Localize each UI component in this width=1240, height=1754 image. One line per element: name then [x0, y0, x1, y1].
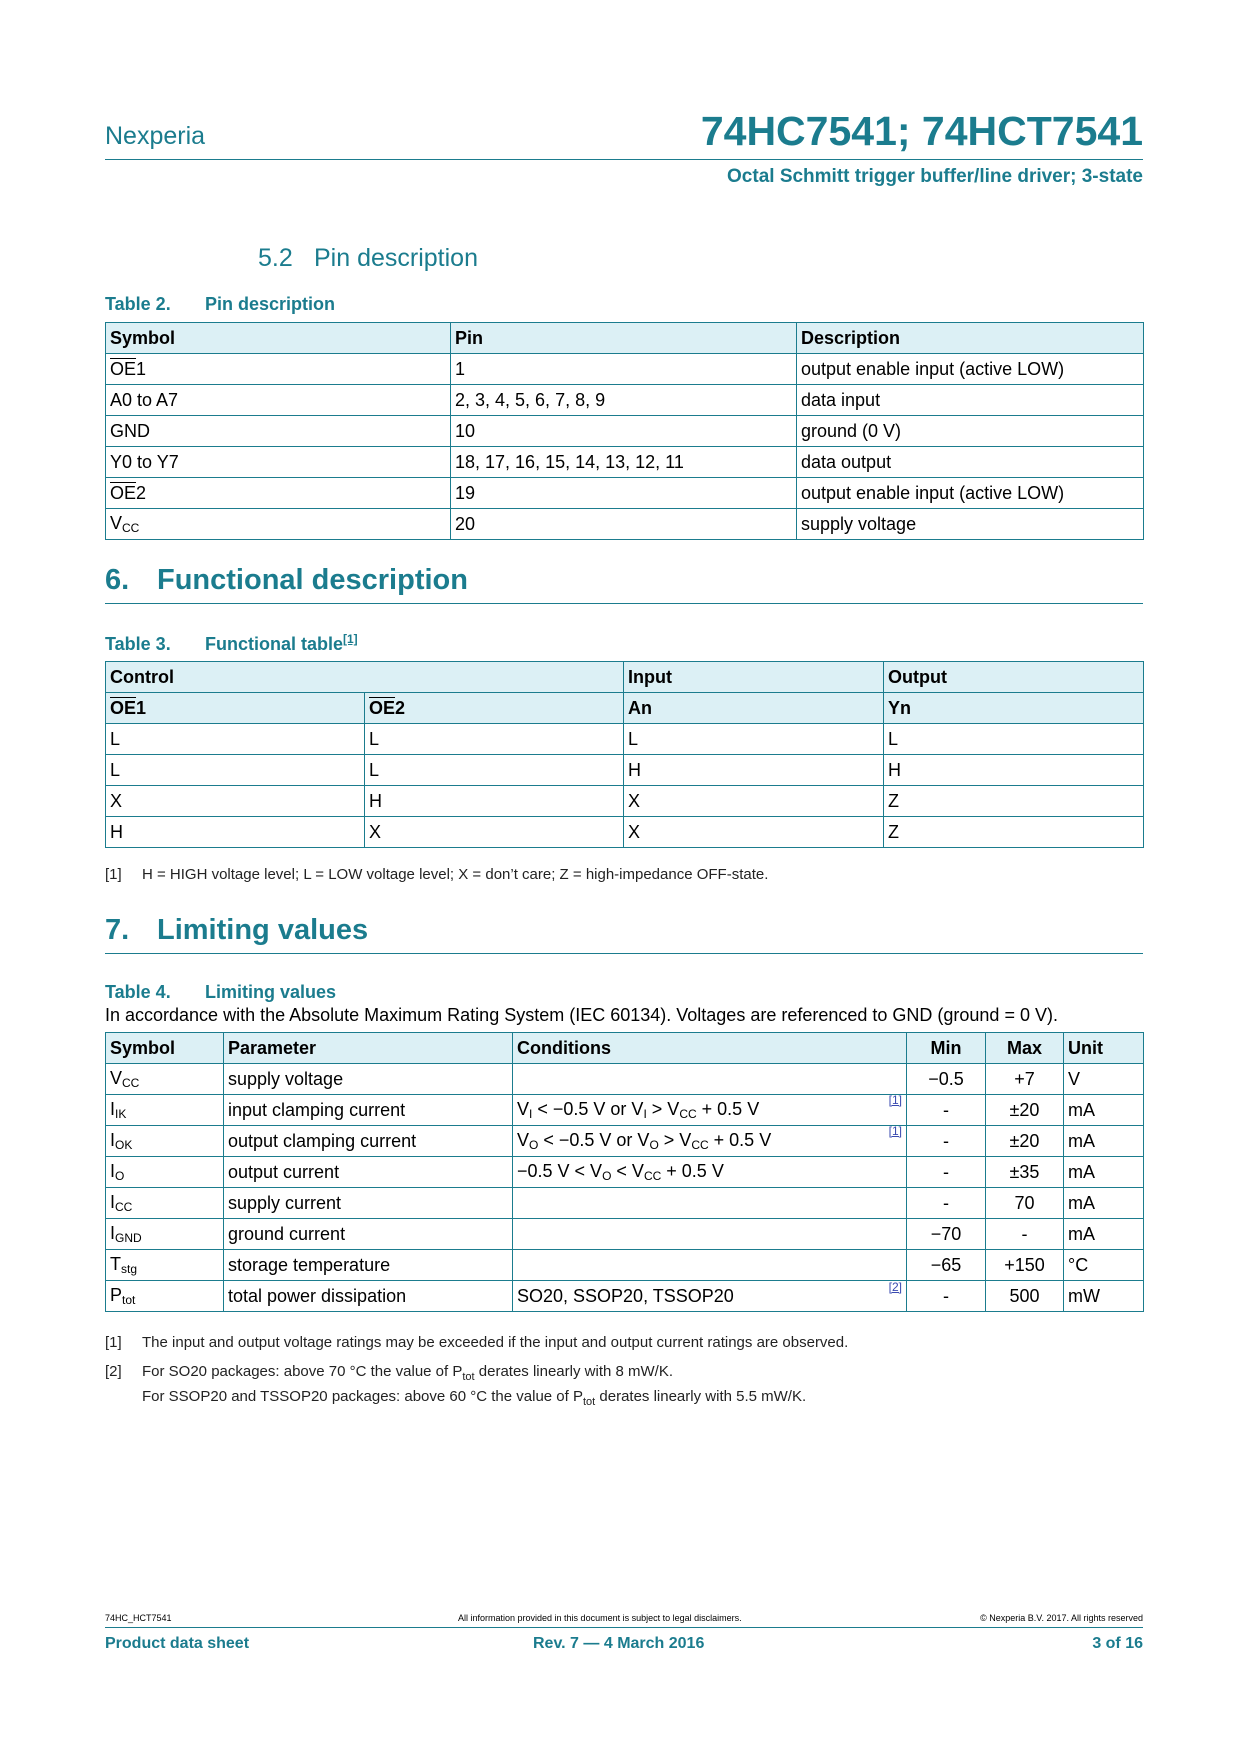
symbol-cell — [106, 1281, 224, 1312]
pin-cell: 18, 17, 16, 15, 14, 13, 12, 11 — [451, 447, 797, 478]
footnote-sub: tot — [462, 1371, 475, 1383]
header-overlined: $\overline{OE}$ — [369, 697, 396, 718]
symbol-main: I — [110, 1161, 116, 1181]
pin-cell: 1 — [451, 354, 797, 385]
cond-text: < V — [611, 1161, 644, 1181]
symbol-cell — [106, 1188, 224, 1219]
table-label: Table 4. — [105, 982, 171, 1002]
min-cell: - — [907, 1281, 986, 1312]
min-cell: - — [907, 1188, 986, 1219]
footnote-ref-link[interactable]: [1] — [888, 1124, 902, 1138]
pin-description-table — [105, 322, 1144, 540]
symbol-cell — [106, 1126, 224, 1157]
conditions-cell — [513, 1095, 907, 1126]
symbol-subscript: CC — [115, 1200, 133, 1214]
min-cell: - — [907, 1095, 986, 1126]
max-cell: +7 — [986, 1064, 1064, 1095]
footnote-text: H = HIGH voltage level; L = LOW voltage level; X = don’t care; Z = high-impedance OFF-state. — [142, 866, 769, 883]
table-2-caption — [105, 294, 335, 315]
table-cell: X — [106, 786, 365, 817]
table-label: Table 3. — [105, 634, 171, 654]
table-row — [106, 354, 1144, 385]
table-cell: H — [884, 755, 1144, 786]
cond-sub: I — [529, 1107, 533, 1121]
description-cell: ground (0 V) — [797, 416, 1144, 447]
description-cell: output enable input (active LOW) — [797, 478, 1144, 509]
pin-cell: 2, 3, 4, 5, 6, 7, 8, 9 — [451, 385, 797, 416]
conditions-cell — [513, 1157, 907, 1188]
header-cell: Symbol — [106, 1033, 224, 1064]
table-row — [106, 1064, 1144, 1095]
footnote-number: [2] — [105, 1363, 122, 1380]
cond-text: + 0.5 V — [661, 1161, 724, 1181]
limiting-values-table — [105, 1032, 1144, 1312]
symbol-cell — [106, 1219, 224, 1250]
unit-cell: °C — [1064, 1250, 1144, 1281]
symbol-main: V — [110, 513, 123, 533]
symbol-cell: A0 to A7 — [106, 385, 451, 416]
table-title: Functional table — [205, 634, 344, 654]
cond-sub: O — [602, 1169, 612, 1183]
max-cell: 500 — [986, 1281, 1064, 1312]
conditions-cell — [513, 1250, 907, 1281]
footer-doc-type: Product data sheet — [105, 1635, 250, 1652]
table-cell: L — [884, 724, 1144, 755]
min-cell: −65 — [907, 1250, 986, 1281]
table-header-row — [106, 693, 1144, 724]
section-6-heading — [105, 564, 468, 597]
header-cell: Max — [986, 1033, 1064, 1064]
symbol-suffix: 1 — [136, 358, 147, 379]
header-cell — [106, 693, 365, 724]
cond-sub: I — [643, 1107, 647, 1121]
footnote-text: derates linearly with 8 mW/K. — [474, 1363, 673, 1380]
cond-text: > — [646, 1099, 668, 1119]
cond-sub: O — [649, 1138, 659, 1152]
footer-revision: Rev. 7 — 4 March 2016 — [533, 1635, 705, 1652]
cond-sub: CC — [679, 1107, 697, 1121]
symbol-main: I — [110, 1130, 116, 1150]
footnote-text: The input and output voltage ratings may be exceeded if the input and output current ratings are observed. — [142, 1334, 849, 1351]
footnote-number: [1] — [105, 866, 122, 883]
table-4-footnote-2 — [105, 1363, 673, 1383]
section-title: Pin description — [314, 244, 478, 272]
symbol-subscript: CC — [122, 1076, 140, 1090]
symbol-main: I — [110, 1099, 116, 1119]
header-suffix: 1 — [136, 697, 147, 718]
symbol-subscript: GND — [115, 1231, 142, 1245]
cond-text: + 0.5 V — [708, 1130, 772, 1150]
parameter-cell: ground current — [224, 1219, 513, 1250]
table-label: Table 2. — [105, 294, 171, 314]
symbol-main: I — [110, 1223, 116, 1243]
cond-text: V — [517, 1130, 530, 1150]
table-cell: L — [365, 755, 624, 786]
parameter-cell: supply voltage — [224, 1064, 513, 1095]
cond-sub: CC — [643, 1169, 662, 1183]
symbol-overlined: $\overline{OE}$ — [110, 482, 137, 503]
max-cell: 70 — [986, 1188, 1064, 1219]
symbol-subscript: tot — [122, 1293, 136, 1307]
max-cell: ±20 — [986, 1095, 1064, 1126]
parameter-cell: output current — [224, 1157, 513, 1188]
cond-text: V — [631, 1099, 644, 1119]
table-cell: L — [106, 755, 365, 786]
cond-text: V — [637, 1130, 650, 1150]
header-cell: Min — [907, 1033, 986, 1064]
brand-name: Nexperia — [105, 122, 206, 150]
cond-text: < −0.5 V or — [532, 1099, 632, 1119]
max-cell: ±35 — [986, 1157, 1064, 1188]
parameter-cell: total power dissipation — [224, 1281, 513, 1312]
table-group-header-row — [106, 662, 1144, 693]
table-header-row — [106, 323, 1144, 354]
table-row — [106, 755, 1144, 786]
document-number: 74HC7541; 74HCT7541 — [700, 108, 1143, 154]
max-cell: - — [986, 1219, 1064, 1250]
table-4-footnote-1 — [105, 1334, 848, 1351]
header-cell: Parameter — [224, 1033, 513, 1064]
table-row — [106, 1281, 1144, 1312]
conditions-cell — [513, 1281, 907, 1312]
table-row — [106, 786, 1144, 817]
header-cell: Pin — [451, 323, 797, 354]
footer-page-number: 3 of 16 — [1092, 1635, 1143, 1652]
conditions-cell — [513, 1126, 907, 1157]
table-row — [106, 1095, 1144, 1126]
unit-cell: mA — [1064, 1219, 1144, 1250]
cond-text: + 0.5 V — [696, 1099, 760, 1119]
table-cell: Z — [884, 786, 1144, 817]
table-row — [106, 385, 1144, 416]
header-cell: Unit — [1064, 1033, 1144, 1064]
max-cell: +150 — [986, 1250, 1064, 1281]
unit-cell: mA — [1064, 1126, 1144, 1157]
cond-text: > — [658, 1130, 680, 1150]
table-4-footnote-2-line-2 — [142, 1388, 806, 1408]
table-cell: H — [624, 755, 884, 786]
table-cell: L — [106, 724, 365, 755]
table-3-caption — [105, 632, 358, 655]
footer-disclaimer: All information provided in this document is subject to legal disclaimers. — [458, 1613, 742, 1623]
symbol-main: T — [110, 1254, 121, 1274]
unit-cell: V — [1064, 1064, 1144, 1095]
header-suffix: 2 — [395, 697, 406, 718]
section-title: Functional description — [157, 564, 468, 596]
header-cell: Description — [797, 323, 1144, 354]
footnote-text: For SO20 packages: above 70 °C the value of P — [142, 1363, 463, 1380]
symbol-cell — [106, 478, 451, 509]
table-row — [106, 1188, 1144, 1219]
table-title: Pin description — [205, 294, 336, 314]
conditions-cell — [513, 1064, 907, 1095]
header-cell: Conditions — [513, 1033, 907, 1064]
symbol-subscript: IK — [115, 1107, 127, 1121]
pin-cell: 20 — [451, 509, 797, 540]
table-title: Limiting values — [205, 982, 337, 1002]
symbol-cell — [106, 354, 451, 385]
max-cell: ±20 — [986, 1126, 1064, 1157]
header-divider — [105, 159, 1143, 160]
table-row — [106, 724, 1144, 755]
functional-table — [105, 661, 1144, 848]
table-row — [106, 416, 1144, 447]
symbol-main: I — [110, 1192, 116, 1212]
section-7-heading — [105, 914, 368, 947]
table-cell: X — [624, 786, 884, 817]
footer-doc-id: 74HC_HCT7541 — [105, 1613, 172, 1623]
group-header-control: Control — [106, 662, 624, 693]
description-cell: output enable input (active LOW) — [797, 354, 1144, 385]
table-row — [106, 1219, 1144, 1250]
cond-text: −0.5 V < V — [517, 1161, 603, 1181]
symbol-cell: Y0 to Y7 — [106, 447, 451, 478]
table-cell: H — [106, 817, 365, 848]
min-cell: - — [907, 1126, 986, 1157]
symbol-subscript: stg — [121, 1262, 138, 1276]
table-row — [106, 478, 1144, 509]
parameter-cell: storage temperature — [224, 1250, 513, 1281]
symbol-subscript: CC — [122, 521, 140, 535]
description-cell: data output — [797, 447, 1144, 478]
cond-sub: CC — [691, 1138, 709, 1152]
symbol-main: V — [110, 1068, 123, 1088]
section-title: Limiting values — [157, 914, 369, 946]
symbol-subscript: O — [115, 1169, 125, 1183]
table-4-intro: In accordance with the Absolute Maximum Rating System (IEC 60134). Voltages are referenced to GND (ground = 0 V). — [105, 1005, 1058, 1025]
table-cell: Z — [884, 817, 1144, 848]
group-header-input: Input — [624, 662, 884, 693]
parameter-cell: output clamping current — [224, 1126, 513, 1157]
section-5-2-heading — [258, 244, 478, 273]
header-cell: Symbol — [106, 323, 451, 354]
conditions-cell — [513, 1219, 907, 1250]
footnote-text: derates linearly with 5.5 mW/K. — [595, 1388, 807, 1405]
pin-cell: 10 — [451, 416, 797, 447]
table-cell: H — [365, 786, 624, 817]
symbol-subscript: OK — [115, 1138, 133, 1152]
group-header-output: Output — [884, 662, 1144, 693]
footnote-sub: tot — [582, 1396, 596, 1408]
cond-text: V — [679, 1130, 692, 1150]
footnote-ref-link[interactable]: [2] — [888, 1279, 902, 1294]
table-row — [106, 1250, 1144, 1281]
min-cell: −0.5 — [907, 1064, 986, 1095]
unit-cell: mA — [1064, 1188, 1144, 1219]
description-cell: supply voltage — [797, 509, 1144, 540]
header-overlined: $\overline{OE}$ — [110, 697, 137, 718]
min-cell: - — [907, 1157, 986, 1188]
table-row — [106, 1126, 1144, 1157]
table-4-caption — [105, 982, 336, 1003]
table-cell: L — [365, 724, 624, 755]
symbol-cell — [106, 1064, 224, 1095]
footer-divider — [105, 1627, 1143, 1628]
section-number: 6. — [105, 564, 130, 596]
cond-text: SO20, SSOP20, TSSOP20 — [517, 1285, 734, 1306]
table-row — [106, 817, 1144, 848]
header-cell: Yn — [884, 693, 1144, 724]
table-cell: L — [624, 724, 884, 755]
parameter-cell: supply current — [224, 1188, 513, 1219]
table-3-footnote — [105, 866, 768, 883]
cond-sub: O — [529, 1138, 539, 1152]
section-divider — [105, 953, 1143, 954]
header-cell — [365, 693, 624, 724]
symbol-cell — [106, 1250, 224, 1281]
pin-cell: 19 — [451, 478, 797, 509]
cond-text: < −0.5 V or — [538, 1130, 638, 1150]
table-cell: X — [624, 817, 884, 848]
symbol-cell — [106, 1157, 224, 1188]
document-subtitle: Octal Schmitt trigger buffer/line driver; 3-state — [727, 166, 1143, 187]
header-cell: An — [624, 693, 884, 724]
cond-text: V — [667, 1099, 680, 1119]
unit-cell: mA — [1064, 1095, 1144, 1126]
symbol-cell — [106, 1095, 224, 1126]
min-cell: −70 — [907, 1219, 986, 1250]
parameter-cell: input clamping current — [224, 1095, 513, 1126]
symbol-overlined: $\overline{OE}$ — [110, 358, 137, 379]
section-number: 5.2 — [258, 244, 293, 272]
section-divider — [105, 603, 1143, 604]
table-row — [106, 509, 1144, 540]
footnote-ref-link[interactable]: [1] — [343, 632, 358, 646]
table-header-row — [106, 1033, 1144, 1064]
footnote-text: For SSOP20 and TSSOP20 packages: above 60 °C the value of P — [142, 1388, 583, 1405]
symbol-cell — [106, 509, 451, 540]
table-row — [106, 447, 1144, 478]
description-cell: data input — [797, 385, 1144, 416]
symbol-cell: GND — [106, 416, 451, 447]
table-row — [106, 1157, 1144, 1188]
footnote-ref-link[interactable]: [1] — [888, 1093, 902, 1107]
symbol-main: P — [110, 1285, 123, 1305]
table-cell: X — [365, 817, 624, 848]
section-number: 7. — [105, 914, 130, 946]
conditions-cell — [513, 1188, 907, 1219]
footer-copyright: © Nexperia B.V. 2017. All rights reserved — [980, 1613, 1143, 1623]
cond-text: V — [517, 1099, 530, 1119]
unit-cell: mW — [1064, 1281, 1144, 1312]
symbol-suffix: 2 — [136, 482, 147, 503]
footnote-number: [1] — [105, 1334, 122, 1351]
unit-cell: mA — [1064, 1157, 1144, 1188]
